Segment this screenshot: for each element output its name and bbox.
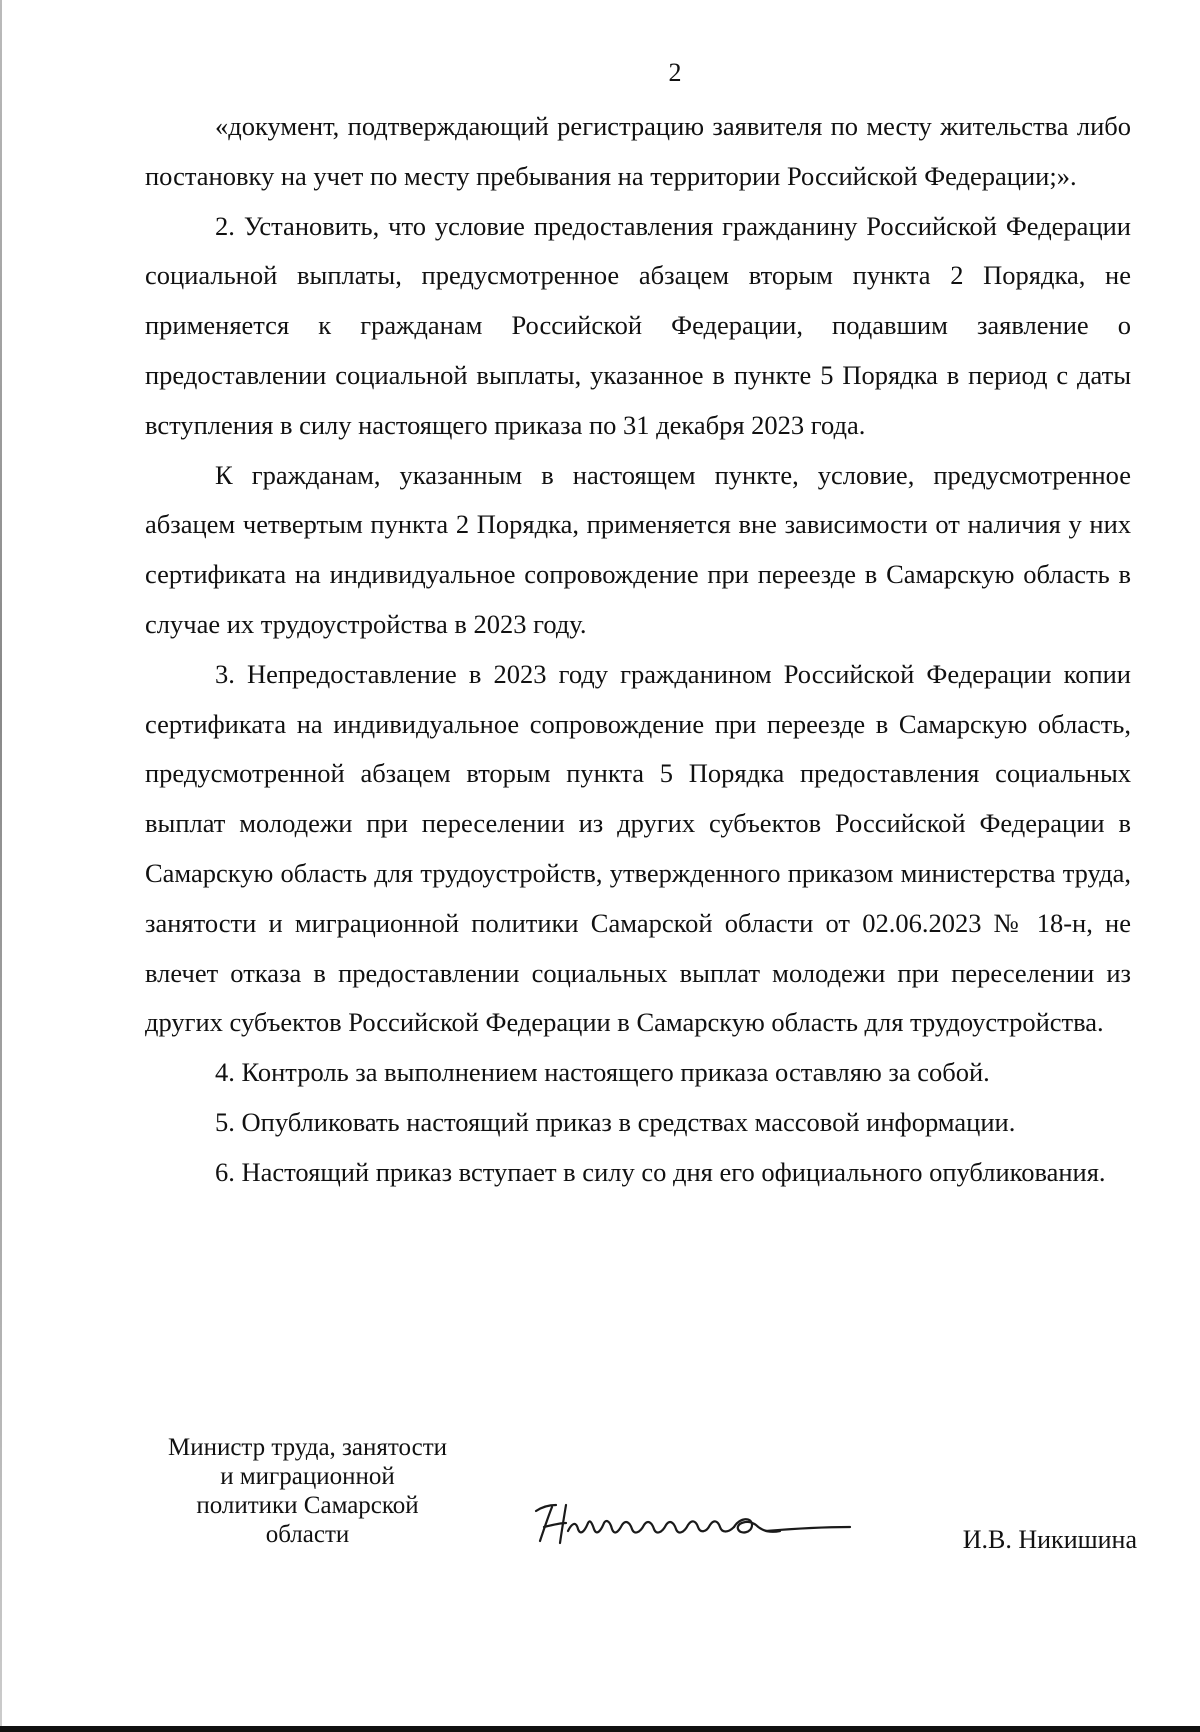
signatory-title <box>145 1433 470 1549</box>
signatory-title-line: и миграционной <box>220 1463 395 1490</box>
signatory-name: И.В. Никишина <box>962 1525 1137 1554</box>
scan-edge-left <box>0 0 2 1732</box>
paragraph: 6. Настоящий приказ вступает в силу со дня его официального опубликования. <box>215 1156 1106 1187</box>
paragraph: 4. Контроль за выполнением настоящего приказа оставляю за собой. <box>215 1057 990 1088</box>
signatory-title-line: области <box>265 1521 350 1548</box>
document-body <box>145 102 1131 1198</box>
paragraph: «документ, подтверждающий регистрацию заявителя по месту жительства либо постановку на учет по месту пребывания на территории Российской Федерации;». <box>145 111 1131 191</box>
handwritten-signature <box>530 1493 860 1553</box>
paragraph: К гражданам, указанным в настоящем пункте, условие, предусмотренное абзацем четвертым пункта 2 Порядка, применяется вне зависимости от наличия у них сертификата на индивидуальное сопровождение при переезде в Самарскую область в случае их трудоустройства в 2023 году. <box>145 459 1131 639</box>
signatory-title-line: политики Самарской <box>196 1492 419 1519</box>
page-number: 2 <box>668 58 682 87</box>
scan-edge-bottom <box>0 1726 1200 1732</box>
signature-block <box>145 1433 1137 1554</box>
signatory-title-line: Министр труда, занятости <box>167 1434 448 1461</box>
paragraph: 5. Опубликовать настоящий приказ в средствах массовой информации. <box>215 1106 1016 1137</box>
paragraph: 2. Установить, что условие предоставления гражданину Российской Федерации социальной выплаты, предусмотренное абзацем вторым пункта 2 Порядка, не применяется к гражданам Российской Федерации, подавшим заявление о предоставлении социальной выплаты, указанное в пункте 5 Порядка в период с даты вступления в силу настоящего приказа по 31 декабря 2023 года. <box>145 210 1131 440</box>
paragraph: 3. Непредоставление в 2023 году гражданином Российской Федерации копии сертификата на индивидуальное сопровождение при переезде в Самарскую область, предусмотренной абзацем вторым пункта 5 Порядка предоставления социальных выплат молодежи при переселении из других субъектов Российской Федерации в Самарскую область для трудоустройств, утвержденного приказом министерства труда, занятости и миграционной политики Самарской области от 02.06.2023 № 18-н, не влечет отказа в предоставлении социальных выплат молодежи при переселении из других субъектов Российской Федерации в Самарскую область для трудоустройства. <box>145 658 1131 1038</box>
